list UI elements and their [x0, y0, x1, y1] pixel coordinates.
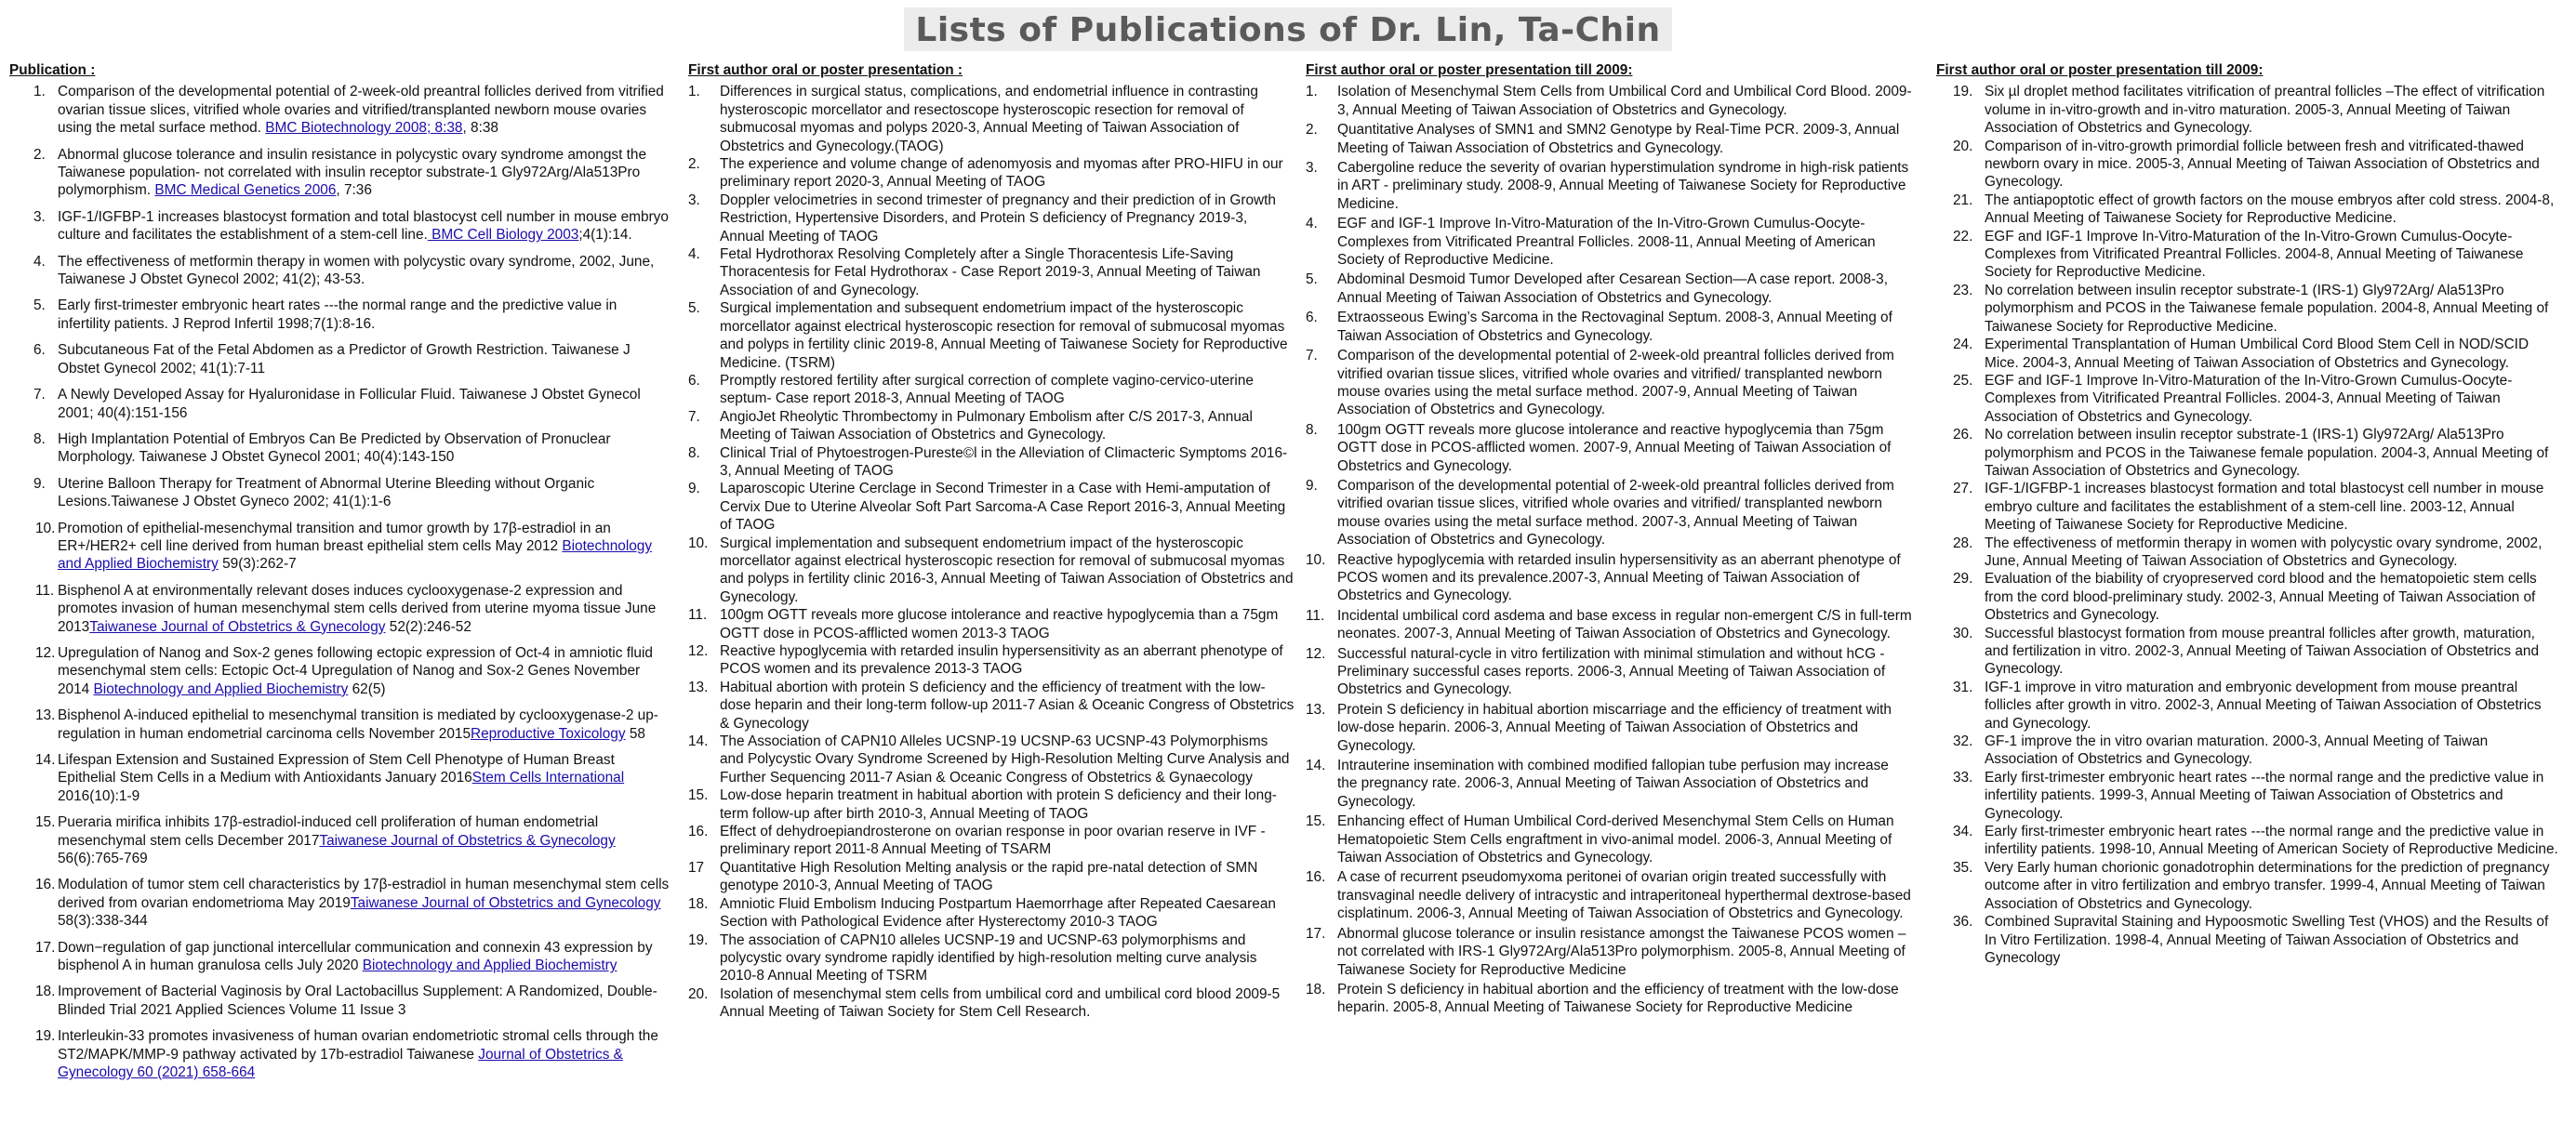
item-number: 13. [35, 707, 56, 724]
item-number: 1. [1306, 84, 1318, 100]
item-text: IGF-1/IGFBP-1 increases blastocyst formation and total blastocyst cell number in mouse embryo culture and facilitates the establishment of a stem-cell line. [58, 208, 669, 244]
item-text: Clinical Trial of Phytoestrogen-Pureste©l in the Alleviation of Climacteric Symptoms 2016-3, Annual Meeting of TAOG [720, 444, 1288, 479]
item-number: 12. [688, 643, 709, 659]
item-number: 2. [1306, 122, 1318, 139]
item-text: Effect of dehydroepiandrosterone on ovarian response in poor ovarian reserve in IVF - preliminary report 2011-8 Annual Meeting of TSARM [720, 824, 1266, 858]
item-text: Reactive hypoglycemia with retarded insulin hypersensitivity as an aberrant phenotype of PCOS women and its prevalence.2007-3, Annual Meeting of Taiwan Association of Obstetrics and Gynecology. [1337, 551, 1901, 604]
item-text: IGF-1/IGFBP-1 increases blastocyst formation and total blastocyst cell number in mouse embryo culture and facilitates the establishment of a stem-cell line. 2003-12, Annual Meeting of Taiwanese Society for Reproductive Medicine. [1985, 481, 2544, 534]
item-text: 100gm OGTT reveals more glucose intolerance and reactive hypoglycemia than 75gm OGTT dose in PCOS-afflicted women. 2007-9, Annual Meeting of Taiwan Association of Obstetrics and Gynecology. [1337, 421, 1892, 474]
item-text: Fetal Hydrothorax Resolving Completely after a Single Thoracentesis Life-Saving Thoracentesis for Fetal Hydrothorax - Case Report 2019-3, Annual Meeting of Taiwan Association of and Gynecology. [720, 246, 1261, 298]
list-item [9, 876, 671, 930]
journal-link[interactable]: Biotechnology and Applied Biochemistry [93, 680, 349, 697]
list-item [1306, 215, 1912, 269]
citation-suffix: ;4(1):14. [578, 227, 632, 244]
item-text: Very Early human chorionic gonadotrophin determinations for the prediction of pregnancy outcome after in vitro fertilization and embryo transfer. 1999-4, Annual Meeting of Taiwan Association of Obstetrics and Gynecology. [1985, 859, 2550, 912]
item-text: Interleukin-33 promotes invasiveness of human ovarian endometriotic stromal cells through the ST2/MAPK/MMP-9 pathway activated by 17b-estradiol Taiwanese [58, 1028, 658, 1063]
item-number: 13. [688, 679, 709, 695]
publication-column [9, 61, 671, 1090]
presentation-list [1306, 83, 1912, 1016]
list-item [9, 644, 671, 698]
item-number: 24. [1953, 337, 1973, 353]
list-item [688, 444, 1295, 481]
item-text: Successful natural-cycle in vitro fertilization with minimal stimulation and without hCG - Preliminary successful cases reports. 2006-3, Annual Meeting of Taiwan Association of Obstetrics and Gynecology. [1337, 645, 1886, 698]
list-item [1936, 823, 2559, 859]
list-item [1936, 913, 2559, 967]
item-text: Enhancing effect of Human Umbilical Cord-derived Mesenchymal Stem Cells on Human Hematopoietic Stem Cells engraftment in vivo-animal model. 2006-3, Annual Meeting of Taiwan Association of Obstetrics and Gynecology. [1337, 813, 1894, 866]
item-text: AngioJet Rheolytic Thrombectomy in Pulmonary Embolism after C/S 2017-3, Annual Meeting of Taiwan Association of Obstetrics and Gynecology. [720, 408, 1253, 443]
item-number: 11. [1306, 607, 1325, 624]
journal-link[interactable]: Taiwanese Journal of Obstetrics & Gynecology [319, 832, 616, 849]
item-number: 9. [33, 475, 46, 492]
item-number: 9. [1306, 477, 1318, 494]
list-item [9, 341, 671, 377]
list-item [688, 372, 1295, 408]
item-text: Combined Supravital Staining and Hypoosmotic Swelling Test (VHOS) and the Results of In Vitro Fertilization. 1998-4, Annual Meeting of Taiwan Association of Obstetrics and Gynecology [1985, 914, 2549, 966]
list-item [688, 823, 1295, 859]
column-header: First author oral or poster presentation till 2009: [1306, 62, 1633, 78]
item-number: 32. [1953, 733, 1973, 750]
item-text: No correlation between insulin receptor substrate-1 (IRS-1) Gly972Arg/ Ala513Pro polymorphism and PCOS in the Taiwanese female population. 2004-3, Annual Meeting of Taiwan Association of Obstetrics and Gynecology. [1985, 427, 2549, 479]
item-number: 8. [33, 430, 46, 447]
item-number: 16. [1306, 869, 1326, 886]
list-item [1306, 645, 1912, 699]
item-number: 6. [33, 342, 46, 359]
list-item [9, 983, 671, 1019]
item-number: 23. [1953, 282, 1973, 298]
list-item [1936, 769, 2559, 823]
item-number: 10. [1306, 551, 1326, 568]
item-text: Protein S deficiency in habitual abortion and the efficiency of treatment with the low-dose heparin. 2005-8, Annual Meeting of Taiwanese Society for Reproductive Medicine [1337, 981, 1899, 1016]
list-item [1936, 679, 2559, 733]
list-item [1306, 121, 1912, 157]
list-item [1936, 228, 2559, 282]
item-number: 2. [688, 156, 700, 173]
list-item [1306, 813, 1912, 866]
item-number: 5. [1306, 271, 1318, 288]
list-item [9, 1027, 671, 1081]
list-item [1936, 282, 2559, 336]
list-item [688, 985, 1295, 1022]
item-number: 16. [688, 824, 709, 840]
list-item [1936, 138, 2559, 192]
journal-link[interactable]: Taiwanese Journal of Obstetrics and Gynecology [350, 894, 661, 911]
item-number: 12. [35, 644, 56, 661]
item-text: Abdominal Desmoid Tumor Developed after Cesarean Section—A case report. 2008-3, Annual Meeting of Taiwan Association of Obstetrics and Gynecology. [1337, 271, 1888, 306]
citation-suffix: , 7:36 [336, 182, 372, 199]
item-number: 22. [1953, 228, 1973, 244]
item-number: 4. [33, 253, 46, 270]
list-item [1936, 480, 2559, 534]
item-number: 25. [1953, 372, 1973, 389]
item-text: EGF and IGF-1 Improve In-Vitro-Maturation of the In-Vitro-Grown Cumulus-Oocyte-Complexes from Vitrificated Preantral Follicles. 2004-8, Annual Meeting of Taiwanese Society for Reproductive Medicine. [1985, 228, 2524, 281]
publication-list [9, 83, 671, 1081]
item-text: Extraosseous Ewing’s Sarcoma in the Rectovaginal Septum. 2008-3, Annual Meeting of Taiwan Association of Obstetrics and Gynecology. [1337, 310, 1892, 344]
item-number: 7. [33, 387, 46, 403]
item-text: GF-1 improve the in vitro ovarian maturation. 2000-3, Annual Meeting of Taiwan Association of Obstetrics and Gynecology. [1985, 733, 2489, 768]
list-item [1936, 733, 2559, 769]
item-number: 19. [1953, 84, 1973, 100]
item-number: 15. [1306, 813, 1326, 830]
item-text: Incidental umbilical cord asdema and base excess in regular non-emergent C/S in full-term neonates. 2007-3, Annual Meeting of Taiwan Association of Obstetrics and Gynecology. [1337, 607, 1912, 642]
list-item [688, 679, 1295, 733]
item-number: 36. [1953, 914, 1973, 931]
column-header: First author oral or poster presentation : [688, 62, 963, 78]
item-number: 9. [688, 481, 700, 497]
item-text: Amniotic Fluid Embolism Inducing Postpartum Haemorrhage after Repeated Caesarean Section with Pathological Evidence after Hysterectomy 2010-3 TAOG [720, 895, 1276, 931]
item-text: Isolation of Mesenchymal Stem Cells from Umbilical Cord and Umbilical Cord Blood. 2009-3, Annual Meeting of Taiwan Association of Obstetrics and Gynecology. [1337, 84, 1912, 118]
item-text: Reactive hypoglycemia with retarded insulin hypersensitivity as an aberrant phenotype of PCOS women and its prevalence 2013-3 TAOG [720, 643, 1283, 678]
list-item [9, 939, 671, 975]
item-number: 20. [688, 985, 709, 1002]
item-text: The experience and volume change of adenomyosis and myomas after PRO-HIFU in our preliminary report 2020-3, Annual Meeting of TAOG [720, 156, 1283, 191]
item-text: The Association of CAPN10 Alleles UCSNP-19 UCSNP-63 UCSNP-43 Polymorphisms and Polycystic Ovary Syndrome Screened by High-Resolution Melting Curve Analysis and Further Sequencing 2011-7 Asian & Oceanic Congress of Obstetrics & Gynaecology [720, 733, 1290, 786]
presentation-till-2009-column [1306, 61, 1912, 1019]
item-number: 3. [688, 192, 700, 208]
citation-suffix: 52(2):246-52 [385, 618, 471, 635]
title-bar [0, 7, 2576, 51]
presentation-column [688, 61, 1295, 1022]
list-item [9, 208, 671, 244]
list-item [9, 83, 671, 137]
item-number: 33. [1953, 769, 1973, 786]
item-number: 1. [33, 84, 46, 100]
citation-suffix: 58 [625, 725, 645, 742]
item-text: Comparison of the developmental potential of 2-week-old preantral follicles derived from vitrified ovarian tissue slices, vitrified whole ovaries and vitrified/ transplanted newborn mouse ovaries using the metal surface method. 2007-9, Annual Meeting of Taiwan Association of Obstetrics and Gynecology. [1337, 348, 1894, 418]
item-text: Low-dose heparin treatment in habitual abortion with protein S deficiency and their long-term follow-up after birth 2010-3, Annual Meeting of TAOG [720, 787, 1277, 822]
list-item [9, 707, 671, 743]
item-number: 7. [1306, 348, 1318, 364]
item-number: 15. [35, 814, 56, 831]
item-number: 19. [688, 931, 709, 948]
item-text: Surgical implementation and subsequent endometrium impact of the hysteroscopic morcellator against electrical hysteroscopic resection for removal of submucosal myomas and polyps in fertility clinic 2019-8, Annual Meeting of Taiwanese Society for Reproductive Medicine. (TSRM) [720, 300, 1288, 371]
journal-link[interactable]: Journal of Obstetrics & Gynecology 60 (2021) 658-664 [58, 1046, 623, 1081]
item-number: 10. [688, 535, 709, 551]
item-number: 31. [1953, 679, 1973, 695]
list-item [688, 408, 1295, 444]
item-text: Improvement of Bacterial Vaginosis by Oral Lactobacillus Supplement: A Randomized, Double-Blinded Trial 2021 Applied Sciences Volume 11 Issue 3 [58, 984, 657, 1018]
column-header: Publication : [9, 62, 96, 78]
item-text: Abnormal glucose tolerance and insulin resistance in polycystic ovary syndrome amongst the Taiwanese population- not correlated with insulin receptor substrate-1 Gly972Arg/Ala513Pro polymorphism. [58, 146, 647, 199]
item-text: Evaluation of the biability of cryopreserved cord blood and the hematopoietic stem cells from the cord blood-preliminary study. 2002-3, Annual Meeting of Taiwan Association of Obstetrics and Gynecology. [1985, 571, 2537, 624]
item-text: Laparoscopic Uterine Cerclage in Second Trimester in a Case with Hemi-amputation of Cervix Due to Uterine Alveolar Soft Part Sarcoma-A Case Report 2016-3, Annual Meeting of TAOG [720, 481, 1286, 534]
item-number: 14. [1306, 758, 1326, 774]
item-text: Bisphenol A-induced epithelial to mesenchymal transition is mediated by cyclooxygenase-2 up-regulation in human endometrial carcinoma cells November 2015 [58, 707, 658, 742]
item-number: 13. [1306, 701, 1326, 718]
presentation-list [688, 83, 1295, 1021]
presentation-till-2009-continued-column [1936, 61, 2559, 967]
list-item [1306, 309, 1912, 345]
item-number: 8. [1306, 421, 1318, 438]
journal-link[interactable]: Biotechnology and Applied Biochemistry [58, 537, 653, 573]
item-text: Quantitative Analyses of SMN1 and SMN2 Genotype by Real-Time PCR. 2009-3, Annual Meeting of Taiwan Association of Obstetrics and Gynecology. [1337, 122, 1900, 156]
item-number: 1. [688, 84, 700, 100]
item-number: 11. [688, 607, 708, 624]
citation-suffix: 58(3):338-344 [58, 913, 148, 930]
item-text: A case of recurrent pseudomyxoma peritonei of ovarian origin treated successfully with transvaginal needle delivery of intracystic and intraperitoneal hyperthermal dextrose-based cisplatinum. 2006-3, Annual Meeting of Taiwan Association of Obstetrics and Gynecology. [1337, 869, 1911, 922]
list-item [688, 299, 1295, 372]
list-item [688, 733, 1295, 786]
item-text: Quantitative High Resolution Melting analysis or the rapid pre-natal detection of SMN genotype 2010-3, Annual Meeting of TAOG [720, 859, 1258, 894]
item-text: Differences in surgical status, complications, and endometrial influence in contrasting hysteroscopic morcellator and resectoscope hysteroscopic resection for removal of submucosal myomas and polyps 2020-3, Annual Meeting of Taiwan Association of Obstetrics and Gynecology.(TAOG) [720, 84, 1258, 154]
item-text: Comparison of in-vitro-growth primordial follicle between fresh and vitrificated-thawed newborn ovary in mice. 2005-3, Annual Meeting of Taiwan Association of Obstetrics and Gynecology. [1985, 138, 2540, 191]
list-item [1306, 607, 1912, 643]
list-item [9, 297, 671, 333]
item-number: 6. [688, 372, 700, 389]
list-item [1306, 757, 1912, 811]
item-text: Pueraria mirifica inhibits 17β-estradiol-induced cell proliferation of human endometrial mesenchymal stem cells December 2017 [58, 814, 599, 849]
list-item [1306, 347, 1912, 419]
item-number: 17 [688, 859, 705, 876]
item-text: Comparison of the developmental potential of 2-week-old preantral follicles derived from vitrified ovarian tissue slices, vitrified whole ovaries and vitrified/ transplanted newborn mouse ovaries using the metal surface method. 2007-3, Annual Meeting of Taiwan Association of Obstetrics and Gynecology. [1337, 477, 1894, 548]
item-number: 34. [1953, 824, 1973, 840]
item-number: 27. [1953, 481, 1973, 497]
item-number: 26. [1953, 427, 1973, 443]
item-text: Intrauterine insemination with combined modified fallopian tube perfusion may increase the pregnancy rate. 2006-3, Annual Meeting of Taiwan Association of Obstetrics and Gynecology. [1337, 758, 1889, 810]
item-text: Protein S deficiency in habitual abortion miscarriage and the efficiency of treatment with low-dose heparin. 2006-3, Annual Meeting of Taiwan Association of Obstetrics and Gynecology. [1337, 701, 1892, 754]
item-number: 18. [35, 984, 56, 1000]
item-number: 4. [688, 246, 700, 263]
list-item [1936, 859, 2559, 913]
list-item [1936, 426, 2559, 480]
list-item [688, 859, 1295, 895]
list-item [1936, 372, 2559, 426]
item-text: Early first-trimester embryonic heart rates ---the normal range and the predictive value in infertility patients. J Reprod Infertil 1998;7(1):8-16. [58, 297, 617, 332]
item-text: Comparison of the developmental potential of 2-week-old preantral follicles derived from vitrified ovarian tissue slices, vitrified whole ovaries and vitrified/transplanted newborn mouse ovaries using the metal surface method. [58, 84, 664, 137]
item-number: 12. [1306, 645, 1326, 662]
item-number: 17. [1306, 925, 1326, 942]
item-number: 6. [1306, 310, 1318, 326]
list-item [688, 192, 1295, 245]
list-item [9, 813, 671, 867]
list-item [9, 520, 671, 574]
citation-suffix: 56(6):765-769 [58, 851, 148, 867]
item-number: 20. [1953, 138, 1973, 154]
item-text: The effectiveness of metformin therapy in women with polycystic ovary syndrome, 2002, June, Annual Meeting of Taiwan Association of Obstetrics and Gynecology. [1985, 535, 2543, 569]
item-number: 5. [33, 297, 46, 314]
page-title: Lists of Publications of Dr. Lin, Ta-Chin [904, 7, 1671, 51]
item-text: Subcutaneous Fat of the Fetal Abdomen as a Predictor of Growth Restriction. Taiwanese J Obstet Gynecol 2002; 41(1):7-11 [58, 342, 631, 377]
list-item [1306, 551, 1912, 605]
list-item [1936, 83, 2559, 137]
item-number: 29. [1953, 571, 1973, 588]
item-text: Successful blastocyst formation from mouse preantral follicles after growth, maturation, and fertilization in vitro. 2002-3, Annual Meeting of Taiwan Association of Obstetrics and Gynecology. [1985, 625, 2540, 678]
list-item [688, 480, 1295, 534]
list-item [1306, 925, 1912, 979]
list-item [1306, 868, 1912, 922]
list-item [9, 146, 671, 200]
item-text: Habitual abortion with protein S deficiency and the efficiency of treatment with the low-dose heparin and their long-term follow-up 2011-7 Asian & Oceanic Congress of Obstetrics & Gynecology [720, 679, 1295, 732]
presentation-list [1936, 83, 2559, 967]
list-item [1936, 336, 2559, 372]
item-number: 14. [35, 752, 56, 768]
list-item [1936, 535, 2559, 571]
item-text: Isolation of mesenchymal stem cells from umbilical cord and umbilical cord blood 2009-5 Annual Meeting of Taiwan Society for Stem Cell Research. [720, 985, 1281, 1021]
item-text: Cabergoline reduce the severity of ovarian hyperstimulation syndrome in high-risk patients in ART - preliminary study. 2008-9, Annual Meeting of Taiwanese Society for Reproductive Medicine. [1337, 160, 1909, 212]
journal-link[interactable]: BMC Biotechnology 2008; 8:38 [265, 120, 463, 137]
item-number: 3. [33, 208, 46, 225]
item-number: 14. [688, 733, 709, 750]
journal-link[interactable]: BMC Cell Biology 2003 [427, 227, 579, 244]
list-item [1306, 83, 1912, 119]
list-item [9, 430, 671, 467]
list-item [9, 582, 671, 636]
list-item [9, 386, 671, 422]
item-text: The effectiveness of metformin therapy in women with polycystic ovary syndrome, 2002, June, Taiwanese J Obstet Gynecol 2002; 41(2); 43-53. [58, 253, 655, 288]
item-text: EGF and IGF-1 Improve In-Vitro-Maturation of the In-Vitro-Grown Cumulus-Oocyte-Complexes from Vitrificated Preantral Follicles. 2004-3, Annual Meeting of Taiwan Association of Obstetrics and Gynecology. [1985, 372, 2513, 425]
item-number: 35. [1953, 859, 1973, 876]
list-item [1306, 271, 1912, 307]
item-text: 100gm OGTT reveals more glucose intolerance and reactive hypoglycemia than a 75gm OGTT dose in PCOS-afflicted women 2013-3 TAOG [720, 607, 1279, 641]
list-item [1936, 192, 2559, 228]
item-text: Experimental Transplantation of Human Umbilical Cord Blood Stem Cell in NOD/SCID Mice. 2004-3, Annual Meeting of Taiwan Association of Obstetrics and Gynecology. [1985, 337, 2530, 371]
item-number: 21. [1953, 192, 1973, 208]
list-item [1936, 625, 2559, 679]
item-text: Early first-trimester embryonic heart rates ---the normal range and the predictive value in infertility patients. 1999-3, Annual Meeting of Taiwan Association of Obstetrics and Gynecology. [1985, 769, 2544, 822]
item-number: 4. [1306, 216, 1318, 232]
item-number: 18. [688, 895, 709, 912]
list-item [1306, 701, 1912, 755]
item-text: The association of CAPN10 alleles UCSNP-19 and UCSNP-63 polymorphisms and polycystic ovary syndrome rapidly identified by high-resolution melting curve analysis 2010-8 Annual Meeting of TSRM [720, 931, 1257, 984]
list-item [1306, 421, 1912, 475]
item-text: IGF-1 improve in vitro maturation and embryonic development from mouse preantral follicles after growth in vitro. 2002-3, Annual Meeting of Taiwan Association of Obstetrics and Gynecology. [1985, 679, 2542, 732]
item-text: Abnormal glucose tolerance or insulin resistance amongst the Taiwanese PCOS women – not correlated with IRS-1 Gly972Arg/Ala513Pro polymorphism. 2005-8, Annual Meeting of Taiwanese Society for Reproductive Medicine [1337, 925, 1906, 978]
list-item [1306, 981, 1912, 1017]
item-number: 17. [35, 939, 56, 956]
item-number: 15. [688, 787, 709, 804]
item-number: 18. [1306, 981, 1326, 997]
item-text: Surgical implementation and subsequent endometrium impact of the hysteroscopic morcellator against electrical hysteroscopic resection for removal of submucosal myomas and polyps in fertility clinic 2016-3, Annual Meeting of Taiwan Association of Obstetrics and Gynecology. [720, 535, 1294, 605]
list-item [9, 253, 671, 289]
list-item [688, 786, 1295, 823]
list-item [9, 751, 671, 805]
citation-suffix: 2016(10):1-9 [58, 787, 140, 804]
item-number: 10. [35, 520, 56, 536]
item-text: Lifespan Extension and Sustained Expression of Stem Cell Phenotype of Human Breast Epithelial Stem Cells in a Medium with Antioxidants January 2016 [58, 752, 615, 786]
item-number: 28. [1953, 535, 1973, 551]
item-number: 5. [688, 300, 700, 317]
citation-suffix: 62(5) [348, 680, 386, 697]
item-text: Upregulation of Nanog and Sox-2 genes following ectopic expression of Oct-4 in amniotic fluid mesenchymal stem cells: Ectopic Oct-4 Upregulation of Nanog and Sox-2 Genes November 2014 [58, 644, 653, 697]
item-text: A Newly Developed Assay for Hyaluronidase in Follicular Fluid. Taiwanese J Obstet Gynecol 2001; 40(4):151-156 [58, 387, 641, 421]
item-text: The antiapoptotic effect of growth factors on the mouse embryos after cold stress. 2004-8, Annual Meeting of Taiwanese Society for Reproductive Medicine. [1985, 192, 2555, 227]
citation-suffix: , 8:38 [462, 120, 498, 137]
item-text: Down−regulation of gap junctional intercellular communication and connexin 43 expression by bisphenol A in human granulosa cells July 2020 [58, 939, 653, 974]
item-number: 8. [688, 444, 700, 461]
list-item [688, 535, 1295, 607]
list-item [688, 83, 1295, 155]
item-text: Promptly restored fertility after surgical correction of complete vagino-cervico-uterine septum- Case report 2018-3, Annual Meeting of TAOG [720, 372, 1254, 407]
journal-link[interactable]: BMC Medical Genetics 2006 [154, 182, 337, 199]
item-number: 30. [1953, 625, 1973, 641]
item-number: 11. [35, 582, 55, 599]
item-text: Early first-trimester embryonic heart rates ---the normal range and the predictive value in infertility patients. 1998-10, Annual Meeting of American Society of Reproductive Medicine. [1985, 824, 2558, 858]
item-number: 16. [35, 877, 56, 893]
item-text: High Implantation Potential of Embryos Can Be Predicted by Observation of Pronuclear Morphology. Taiwanese J Obstet Gynecol 2001; 40(4):143-150 [58, 430, 611, 466]
list-item [1306, 477, 1912, 549]
item-text: EGF and IGF-1 Improve In-Vitro-Maturation of the In-Vitro-Grown Cumulus-Oocyte-Complexes from Vitrificated Preantral Follicles. 2008-11, Annual Meeting of American Society of Reproductive Medicine. [1337, 216, 1876, 269]
item-number: 3. [1306, 160, 1318, 177]
item-text: Uterine Balloon Therapy for Treatment of Abnormal Uterine Bleeding without Organic Lesions.Taiwanese J Obstet Gyneco 2002; 41(1):1-6 [58, 475, 595, 510]
item-text: Bisphenol A at environmentally relevant doses induces cyclooxygenase-2 expression and promotes invasion of human mesenchymal stem cells derived from uterine myoma tissue June 2013 [58, 582, 657, 635]
citation-suffix: 59(3):262-7 [218, 556, 297, 573]
item-text: Doppler velocimetries in second trimester of pregnancy and their prediction of in Growth Restriction, Hypertensive Disorders, and Protein S deficiency of Pregnancy 2019-3, Annual Meeting of TAOG [720, 192, 1276, 244]
list-item [688, 895, 1295, 931]
journal-link[interactable]: Stem Cells International [471, 770, 625, 786]
list-item [1306, 159, 1912, 213]
column-header: First author oral or poster presentation till 2009: [1936, 62, 2264, 78]
item-number: 7. [688, 408, 700, 425]
item-text: Six µl droplet method facilitates vitrification of preantral follicles –The effect of vitrification volume in in-vitro-growth and in-vitro maturation. 2005-3, Annual Meeting of Taiwan Association of Obstetrics and Gynecology. [1985, 84, 2545, 137]
item-text: Modulation of tumor stem cell characteristics by 17β-estradiol in human mesenchymal stem cells derived from ovarian endometrioma May 2019 [58, 877, 670, 911]
item-text: Promotion of epithelial-mesenchymal transition and tumor growth by 17β-estradiol in an ER+/HER2+ cell line derived from human breast epithelial stem cells May 2012 [58, 520, 611, 554]
journal-link[interactable]: Biotechnology and Applied Biochemistry [362, 958, 617, 974]
list-item [1936, 570, 2559, 624]
list-item [688, 245, 1295, 299]
list-item [688, 642, 1295, 679]
list-item [688, 931, 1295, 985]
list-item [9, 475, 671, 511]
journal-link[interactable]: Reproductive Toxicology [471, 725, 626, 742]
journal-link[interactable]: Taiwanese Journal of Obstetrics & Gynecology [89, 618, 386, 635]
list-item [688, 155, 1295, 192]
item-text: No correlation between insulin receptor substrate-1 (IRS-1) Gly972Arg/ Ala513Pro polymorphism and PCOS in the Taiwanese female population. 2004-8, Annual Meeting of Taiwanese Society for Reproductive Medicine. [1985, 282, 2549, 335]
item-number: 19. [35, 1028, 56, 1045]
item-number: 2. [33, 146, 46, 163]
list-item [688, 606, 1295, 642]
